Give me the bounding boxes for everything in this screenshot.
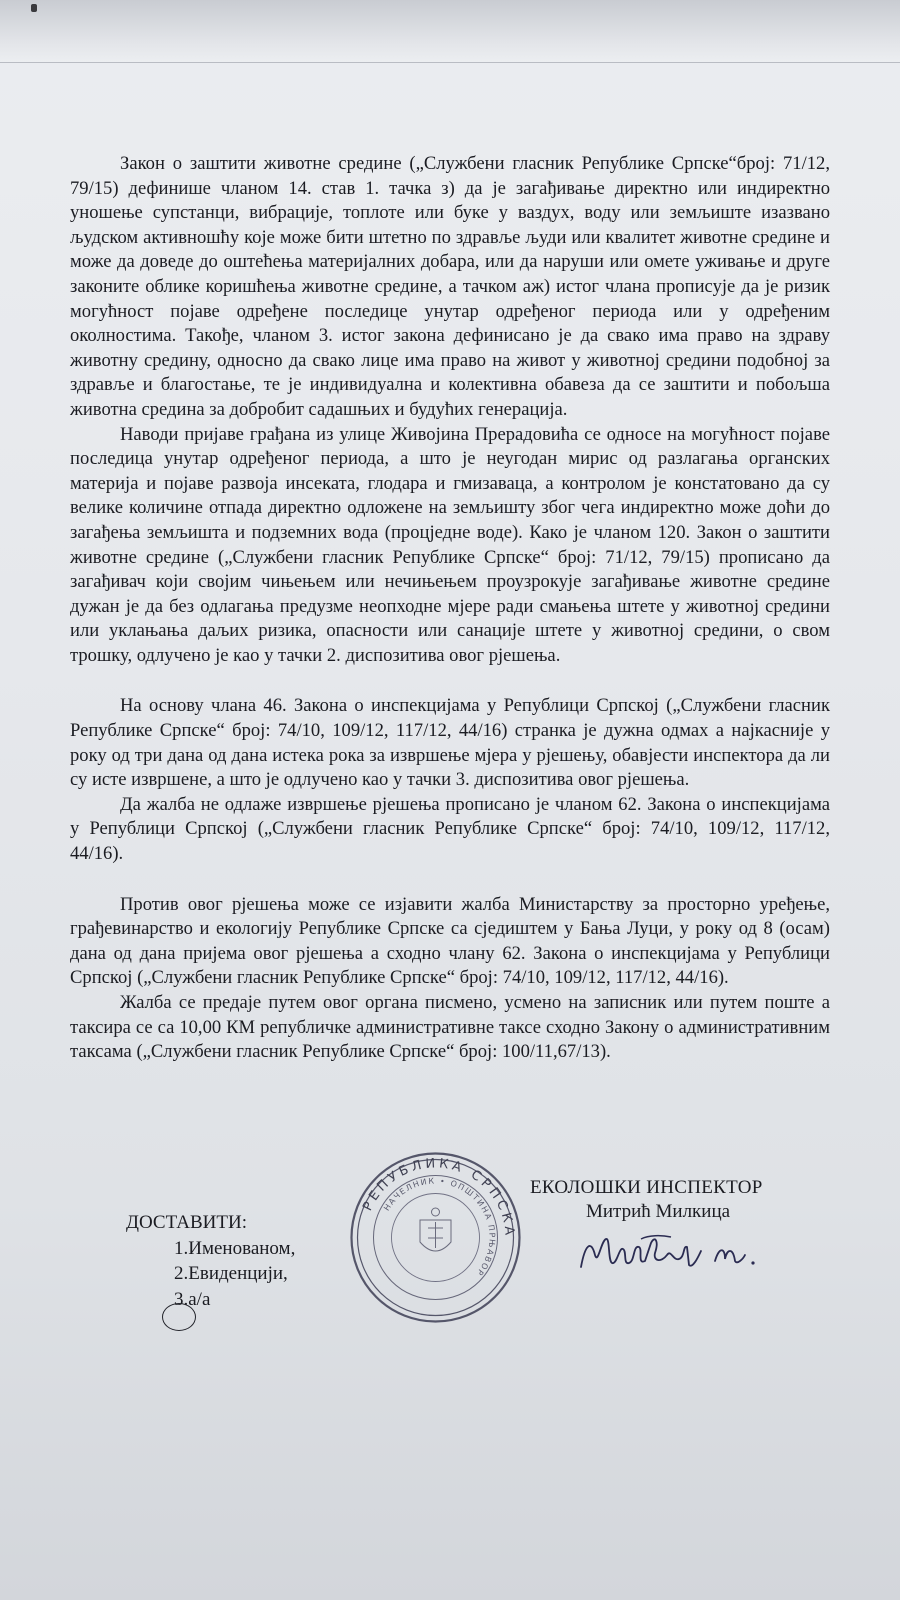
coat-of-arms-icon bbox=[420, 1208, 451, 1251]
handwritten-signature bbox=[575, 1225, 775, 1280]
delivery-list bbox=[126, 1210, 386, 1312]
paragraph-2: Наводи пријаве грађана из улице Живојина Прерадовића се односе на могућност појаве последица унутар одређеног периода, а што је неугодан мирис од разлагања органских материја и појаве развоја инсеката, глодара и гмизаваца, а контролом је констатовано да су велике количине отпада директно одложене на земљишту због чега индиректно може доћи до загађења земљишта и подземних вода (процједне воде). Како је чланом 120. Закон о заштити животне средине („Службени гласник Републике Српске“ број: 71/12, 79/15) прописано да загађивач који својим чињењем или нечињењем проузрокује загађивање животне средине дужан је да без одлагања предузме неопходне мјере ради смањења штете у животној средини или уклањања даљих ризика, опасности или санације штете у животној средини, о свом трошку, одлучено је као у тачки 2. диспозитива овог рјешења. bbox=[70, 423, 830, 666]
inspector-title: ЕКОЛОШКИ ИНСПЕКТОР bbox=[530, 1177, 763, 1198]
inspector-name: Митрић Милкица bbox=[586, 1201, 731, 1222]
paragraph-4: Да жалба не одлаже извршење рјешења прописано је чланом 62. Закона о инспекцијама у Републици Српској („Службени гласник Републике Српске“ број: 74/10, 109/12, 117/12, 44/16). bbox=[70, 793, 830, 865]
seal-outer-text: РЕПУБЛИКА СРПСКА bbox=[360, 1156, 517, 1240]
paragraph-3: На основу члана 46. Закона о инспекцијама у Републици Српској („Службени гласник Републике Српске“ број: 74/10, 109/12, 117/12, 44/16) странка је дужна одмах а најкасније у року од три дана од дана истека рока за извршење мјера у рјешењу, обавјести инспектора да ли су исте извршене, а што је одлучено као у тачки 3. диспозитива овог рјешења. bbox=[70, 695, 830, 791]
delivery-item: 2.Евиденцији, bbox=[174, 1263, 288, 1284]
paragraph-1: Закон о заштити животне средине („Службени гласник Републике Српске“број: 71/12, 79/15) дефинише чланом 14. став 1. тачка з) да је загађивање директно или индиректно уношење супстанци, вибрације, топлоте или буке у ваздух, воду или земљиште изазвано људском активношћу које може бити штетно по здравље људи или квалитет животне средине и може да доведе до оштећења материјалних добара, или да наруши или омете уживање и друге законите облике коришћења животне средине, а тачком аж) истог члана прописује да је ризик могућност појаве одређене последице унутар одређеног периода или у одређеним околностима. Такође, чланом 3. истог закона дефинисано је да свако има право на здраву животну средину, односно да свако лице има право на живот у животној средини подобној за здравље и благостање, те је индивидуална и колективна обавеза да се заштити и побољша животна средина за добробит садашњих и будућих генерација. bbox=[70, 153, 830, 420]
seal-inner-text: НАЧЕЛНИК • ОПШТИНА ПРЊАВОР bbox=[382, 1176, 497, 1278]
delivery-heading: ДОСТАВИТИ: bbox=[126, 1212, 247, 1233]
delivery-item: 1.Именованом, bbox=[174, 1237, 296, 1259]
document-body bbox=[70, 152, 830, 1065]
paragraph-6: Жалба се предаје путем овог органа писмено, усмено на записник или путем поште а таксира се са 10,00 КМ републичке административне таксе сходно Закону о административним таксама („Службени гласник Републике Српске“ број: 100/11,67/13). bbox=[70, 992, 830, 1063]
delivery-item: 3.а/а bbox=[174, 1288, 211, 1310]
handwritten-circle-mark bbox=[162, 1303, 196, 1331]
paragraph-5: Против овог рјешења може се изјавити жалба Министарству за просторно уређење, грађевинарство и екологију Републике Српске са сједиштем у Бања Луци, у року од 8 (осам) дана од дана пријема овог рјешења а сходно члану 62. Закона о инспекцијама у Републици Српској („Службени гласник Републике Српске“ број: 74/10, 109/12, 117/12, 44/16). bbox=[70, 893, 830, 989]
signature-block bbox=[530, 1176, 810, 1224]
top-fold-shadow bbox=[0, 0, 900, 63]
paper-mark bbox=[31, 4, 37, 12]
